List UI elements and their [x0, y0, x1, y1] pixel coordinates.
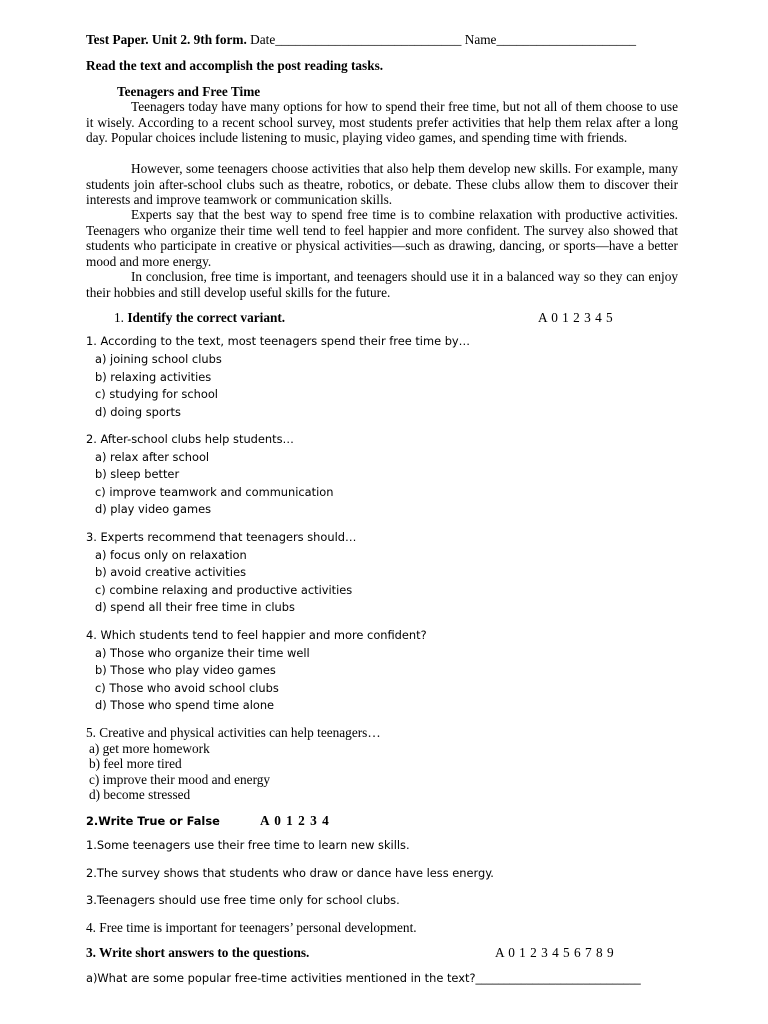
question-4: 4. Which students tend to feel happier and more confident? [86, 628, 427, 642]
option-1a[interactable]: a) joining school clubs [95, 352, 222, 366]
task3-score: A 0 1 2 3 4 5 6 7 8 9 [495, 945, 615, 960]
task3-title: 3. Write short answers to the questions. [86, 945, 310, 960]
task1-number: 1. [114, 310, 124, 325]
option-5a[interactable]: a) get more homework [89, 741, 210, 756]
task1-score: A 0 1 2 3 4 5 [538, 310, 614, 325]
option-4d[interactable]: d) Those who spend time alone [95, 698, 275, 712]
option-4c[interactable]: c) Those who avoid school clubs [95, 681, 279, 695]
question-5: 5. Creative and physical activities can help teenagers… [86, 725, 381, 740]
option-3b[interactable]: b) avoid creative activities [95, 565, 247, 579]
statement-1: 1.Some teenagers use their free time to learn new skills. [86, 838, 410, 852]
short-answer-question-a[interactable]: a)What are some popular free-time activities mentioned in the text?_____________________________ [86, 971, 641, 985]
option-1d[interactable]: d) doing sports [95, 405, 181, 419]
option-5c[interactable]: c) improve their mood and energy [89, 772, 271, 787]
paper-title: Test Paper. Unit 2. 9th form. [86, 32, 247, 47]
task1-heading [114, 310, 285, 326]
option-3d[interactable]: d) spend all their free time in clubs [95, 600, 295, 614]
question-2: 2. After-school clubs help students… [86, 432, 294, 446]
paragraph-4: In conclusion, free time is important, and teenagers should use it in a balanced way so they can enjoy their hobbies and still develop useful skills for the future. [86, 269, 678, 300]
paragraph-2: However, some teenagers choose activities that also help them develop new skills. For example, many students join after-school clubs such as theatre, robotics, or debate. These clubs allow them to discover their interests and improve teamwork or communication skills. [86, 161, 678, 207]
statement-3: 3.Teenagers should use free time only for school clubs. [86, 893, 400, 907]
option-1b[interactable]: b) relaxing activities [95, 370, 212, 384]
paragraph-1: Teenagers today have many options for how to spend their free time, but not all of them choose to use it wisely. According to a recent school survey, most students prefer activities that help them relax after a long day. Popular choices include listening to music, playing video games, and spending time with friends. [86, 99, 678, 145]
option-3a[interactable]: a) focus only on relaxation [95, 548, 247, 562]
text-title: Teenagers and Free Time [117, 84, 261, 99]
task2-score: A 0 1 2 3 4 [260, 813, 330, 828]
task1-title: Identify the correct variant. [127, 310, 286, 325]
option-2d[interactable]: d) play video games [95, 502, 212, 516]
option-2b[interactable]: b) sleep better [95, 467, 180, 481]
statement-4: 4. Free time is important for teenagers’ personal development. [86, 920, 417, 935]
option-4b[interactable]: b) Those who play video games [95, 663, 276, 677]
header-line [86, 32, 636, 48]
option-2a[interactable]: a) relax after school [95, 450, 210, 464]
name-field[interactable]: Name_____________________ [461, 32, 637, 47]
question-1: 1. According to the text, most teenagers spend their free time by… [86, 334, 471, 348]
date-field[interactable]: Date____________________________ [246, 32, 462, 47]
option-4a[interactable]: a) Those who organize their time well [95, 646, 310, 660]
task2-title: 2.Write True or False [86, 814, 220, 828]
question-3: 3. Experts recommend that teenagers should… [86, 530, 357, 544]
paragraph-3: Experts say that the best way to spend free time is to combine relaxation with productive activities. Teenagers who organize their time well tend to feel happier and more confident. The survey also showed that students who participate in creative or physical activities—such as drawing, dancing, or sports—have a better mood and more energy. [86, 207, 678, 269]
instruction: Read the text and accomplish the post reading tasks. [86, 58, 384, 73]
option-5b[interactable]: b) feel more tired [89, 756, 182, 771]
option-3c[interactable]: c) combine relaxing and productive activities [95, 583, 353, 597]
statement-2: 2.The survey shows that students who draw or dance have less energy. [86, 866, 494, 880]
option-1c[interactable]: c) studying for school [95, 387, 218, 401]
option-2c[interactable]: c) improve teamwork and communication [95, 485, 334, 499]
option-5d[interactable]: d) become stressed [89, 787, 191, 802]
